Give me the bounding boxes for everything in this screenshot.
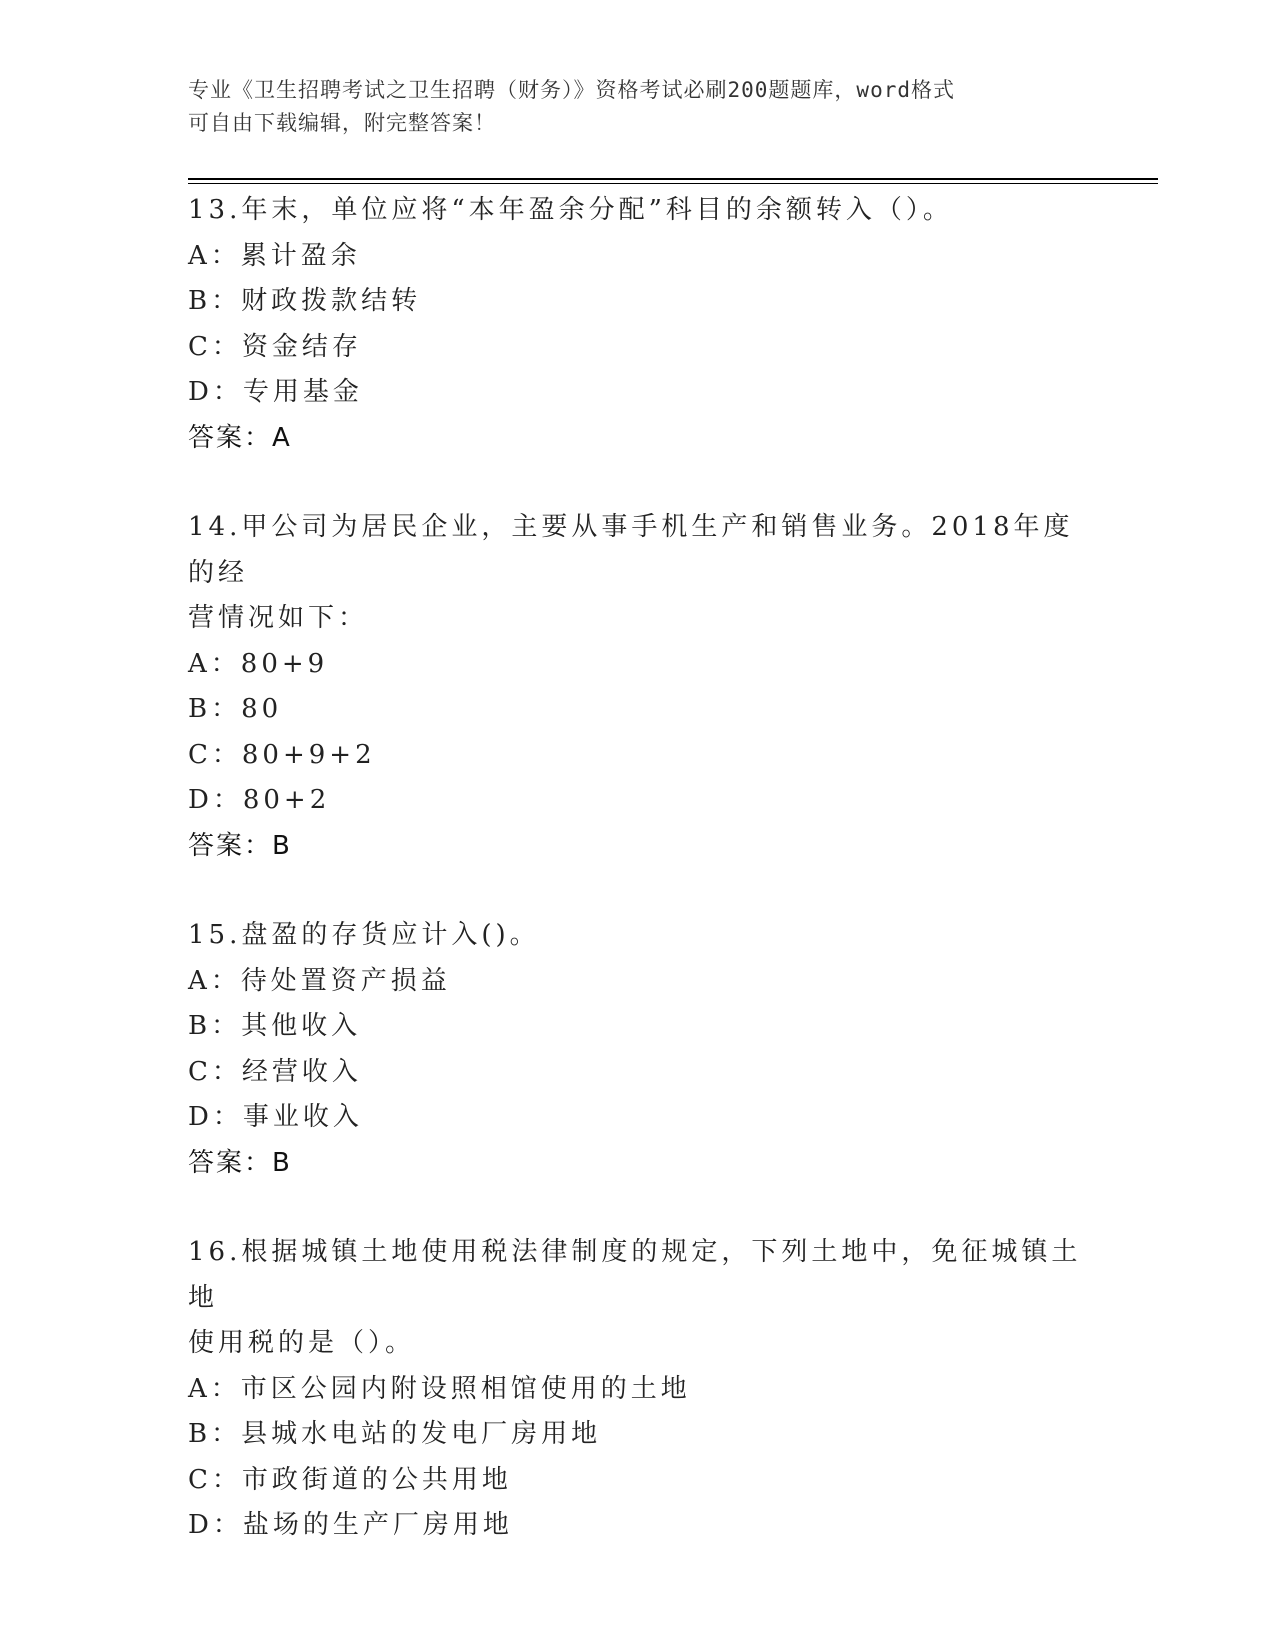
question-stem-continued: 营情况如下： (188, 603, 369, 633)
question-stem: 13.年末，单位应将“本年盈余分配”科目的余额转入（）。 (188, 195, 953, 225)
option-b: B：财政拨款结转 (188, 286, 422, 316)
question-13 (188, 188, 1088, 461)
option-b: B：其他收入 (188, 1011, 362, 1041)
option-c: C：资金结存 (188, 331, 362, 362)
question-list (188, 188, 1088, 1593)
question-stem: 15.盘盈的存货应计入()。 (188, 920, 540, 950)
option-d: D：盐场的生产厂房用地 (188, 1510, 513, 1540)
question-16 (188, 1230, 1088, 1549)
answer-label: 答案：B (188, 1147, 292, 1178)
question-stem: 14.甲公司为居民企业，主要从事手机生产和销售业务。2018年度的经 (188, 512, 1074, 588)
question-stem: 16.根据城镇土地使用税法律制度的规定，下列土地中，免征城镇土地 (188, 1237, 1082, 1313)
option-c: C：市政街道的公共用地 (188, 1464, 512, 1495)
question-15 (188, 913, 1088, 1186)
question-14 (188, 505, 1088, 869)
option-b: B：80 (188, 694, 283, 724)
option-d: D：80+2 (188, 785, 331, 815)
option-c: C：经营收入 (188, 1056, 362, 1087)
option-a: A：待处置资产损益 (188, 965, 451, 996)
option-b: B：县城水电站的发电厂房用地 (188, 1419, 602, 1449)
header-title-line-1: 专业《卫生招聘考试之卫生招聘（财务）》资格考试必刷200题题库，word格式 (188, 78, 955, 102)
option-d: D：专用基金 (188, 377, 363, 407)
option-a: A：累计盈余 (188, 240, 361, 271)
document-header (188, 74, 1088, 140)
header-title-line-2: 可自由下载编辑，附完整答案！ (188, 111, 496, 135)
option-d: D：事业收入 (188, 1102, 363, 1132)
answer-label: 答案：B (188, 830, 292, 861)
answer-label: 答案：A (188, 422, 292, 453)
option-c: C：80+9+2 (188, 739, 376, 770)
header-divider (188, 178, 1158, 184)
question-stem-continued: 使用税的是（）。 (188, 1328, 416, 1358)
option-a: A：80+9 (188, 648, 329, 679)
option-a: A：市区公园内附设照相馆使用的土地 (188, 1373, 691, 1404)
